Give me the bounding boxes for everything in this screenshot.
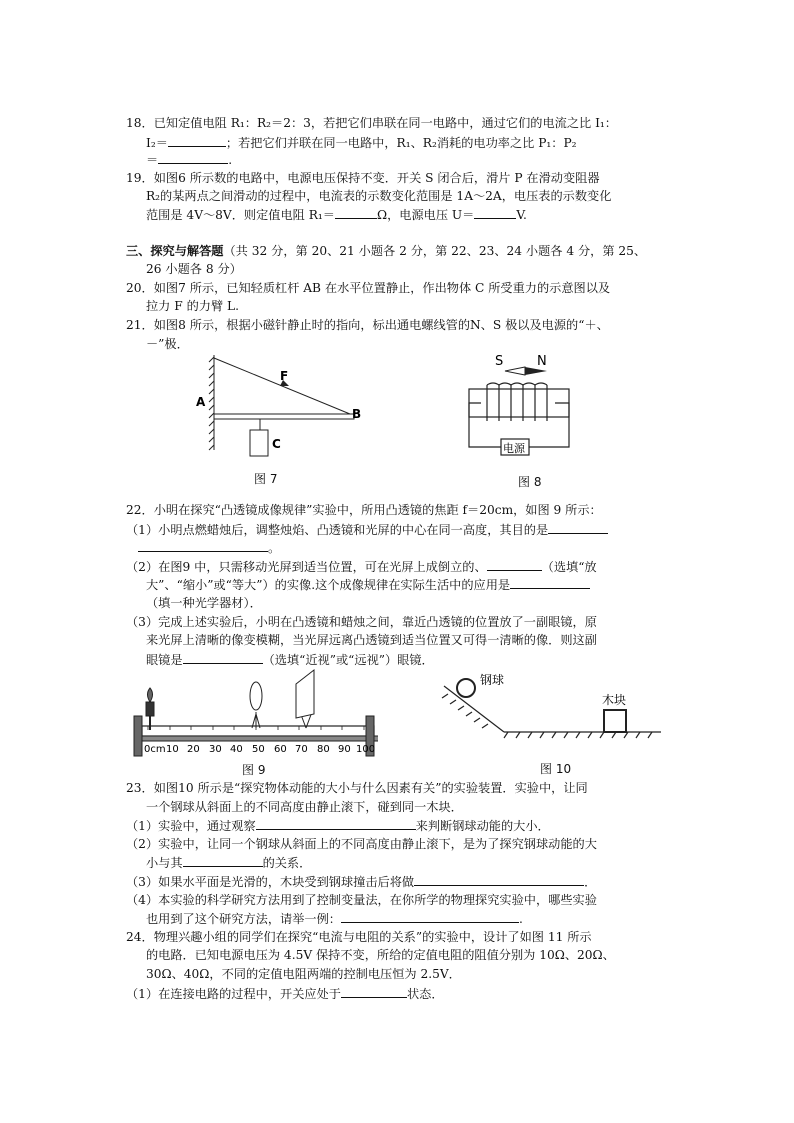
q24-part1: （1）在连接电路的过程中，开关应处于 状态． <box>126 987 444 1001</box>
fig9-tick: 70 <box>295 744 308 755</box>
q22-blank-purpose-a[interactable] <box>548 521 608 534</box>
q22-part2-line2: 大”、“缩小”或“等大”）的实像.这个成像规律在实际生活中的应用是 <box>146 576 590 593</box>
fig9-tick: 50 <box>252 744 265 755</box>
q23-blank-observe[interactable] <box>256 817 416 830</box>
q19-blank-voltage[interactable] <box>474 206 516 219</box>
section3-line1: 三、探究与解答题（共 32 分，第 20、21 小题各 2 分，第 22、23、24 小题各 4 分，第 25、 <box>126 244 647 258</box>
figure-9-caption: 图 9 <box>242 763 266 777</box>
q22-blank-purpose-b[interactable] <box>138 539 268 552</box>
q18-blank-power-ratio[interactable] <box>158 151 228 164</box>
fig9-tick: 30 <box>209 744 222 755</box>
q23-part2-line1: （2）实验中，让同一个钢球从斜面上的不同高度由静止滚下，是为了探究钢球动能的大 <box>126 837 597 851</box>
fig9-tick: 40 <box>230 744 243 755</box>
fig7-label-a: A <box>196 395 206 409</box>
q22-part2-line3: （填一种光学器材）． <box>146 596 262 610</box>
fig8-label-s: S <box>495 354 504 369</box>
q21-line2: －”极． <box>146 337 189 351</box>
q18-blank-current-ratio[interactable] <box>168 134 226 147</box>
fig7-label-f: F <box>280 369 289 383</box>
fig7-label-c: C <box>272 437 281 451</box>
q22-blank-image-size[interactable] <box>487 558 542 571</box>
q22-blank-glasses[interactable] <box>183 651 263 664</box>
q18-line3: ＝ . <box>146 153 233 167</box>
q23-part2-line2: 小与其 的关系． <box>146 856 312 870</box>
q22-part3-line2: 来光屏上清晰的像变模糊，当光屏远离凸透镜到适当位置又可得一清晰的像．则这副 <box>146 633 597 647</box>
q23-part4-line1: （4）本实验的科学研究方法用到了控制变量法，在你所学的物理探究实验中，哪些实验 <box>126 893 597 907</box>
q22-part3-line1: （3）完成上述实验后，小明在凸透镜和蜡烛之间，靠近凸透镜的位置放了一副眼镜，原 <box>126 615 597 629</box>
fig8-power-source: 电源 <box>503 442 525 455</box>
fig9-tick: 90 <box>338 744 351 755</box>
q23-line2: 一个钢球从斜面上的不同高度由静止滚下，碰到同一木块． <box>146 800 463 814</box>
fig10-ball-label: 钢球 <box>480 673 505 687</box>
q23-part4-line2: 也用到了这个研究方法，请举一例： . <box>146 912 523 926</box>
q18-line2: I₂＝ ；若把它们并联在同一电路中，R₁、R₂消耗的电功率之比 P₁：P₂ <box>146 136 577 150</box>
figure-10-incline <box>436 672 666 752</box>
fig7-label-b: B <box>352 407 362 421</box>
q19-blank-r1[interactable] <box>335 206 377 219</box>
q20-line2: 拉力 F 的力臂 L. <box>146 299 239 313</box>
fig9-tick: 80 <box>317 744 330 755</box>
fig9-tick: 60 <box>274 744 287 755</box>
q19-line1: 19．如图6 所示数的电路中，电源电压保持不变．开关 S 闭合后，滑片 P 在滑动变阻器 <box>126 171 600 185</box>
section3-line2: 26 小题各 8 分） <box>146 262 242 276</box>
q22-blank-application[interactable] <box>510 576 590 589</box>
q22-part1: （1）小明点燃蜡烛后，调整烛焰、凸透镜和光屏的中心在同一高度，其目的是 <box>126 521 608 538</box>
q20-line1: 20．如图7 所示，已知轻质杠杆 AB 在水平位置静止，作出物体 C 所受重力的示意图以及 <box>126 281 611 295</box>
q22-line1: 22．小明在探究“凸透镜成像规律”实验中，所用凸透镜的焦距 f＝20cm，如图 9 所示： <box>126 503 602 517</box>
q23-part1: （1）实验中，通过观察 来判断钢球动能的大小． <box>126 819 550 833</box>
q21-line1: 21．如图8 所示，根据小磁针静止时的指向，标出通电螺线管的N、S 极以及电源的“＋、 <box>126 318 609 332</box>
figure-8-solenoid <box>455 345 605 465</box>
q24-line1: 24．物理兴趣小组的同学们在探究“电流与电阻的关系”的实验中，设计了如图 11 所示 <box>126 930 592 944</box>
q23-blank-relation[interactable] <box>183 854 263 867</box>
fig8-label-n: N <box>537 354 547 369</box>
q24-blank-switch-state[interactable] <box>341 985 407 998</box>
figure-7-lever <box>190 350 370 460</box>
figure-9-optical-bench <box>128 668 378 763</box>
fig10-block-label: 木块 <box>602 693 627 707</box>
fig9-tick: 0cm <box>144 744 166 755</box>
q23-line1: 23．如图10 所示是“探究物体动能的大小与什么因素有关”的实验装置．实验中，让同 <box>126 781 588 795</box>
q18-line1: 18．已知定值电阻 R₁：R₂＝2：3，若把它们串联在同一电路中，通过它们的电流之比 I₁： <box>126 116 617 130</box>
fig9-tick: 100 <box>356 744 376 755</box>
q24-line2: 的电路．已知电源电压为 4.5V 保持不变，所给的定值电阻的阻值分别为 10Ω、20Ω、 <box>146 948 615 962</box>
fig9-tick: 10 <box>166 744 179 755</box>
q22-part1-cont: 。 <box>138 539 280 556</box>
q19-line2: R₂的某两点之间滑动的过程中，电流表的示数变化范围是 1A～2A，电压表的示数变化 <box>146 189 612 203</box>
q23-blank-example[interactable] <box>341 910 519 923</box>
q19-line3: 范围是 4V～8V．则定值电阻 R₁＝ Ω，电源电压 U＝ V. <box>146 208 527 222</box>
q23-part3: （3）如果水平面是光滑的，木块受到钢球撞击后将做 ． <box>126 875 597 889</box>
q23-blank-motion[interactable] <box>414 873 584 886</box>
figure-8-caption: 图 8 <box>518 475 542 489</box>
figure-10-caption: 图 10 <box>540 762 572 776</box>
q24-line3: 30Ω、40Ω，不同的定值电阻两端的控制电压恒为 2.5V． <box>146 967 461 981</box>
figure-7-caption: 图 7 <box>254 472 278 486</box>
q22-part3-line3: 眼镜是 （选填“近视”或“远视”）眼镜． <box>146 653 434 667</box>
fig9-tick: 20 <box>187 744 200 755</box>
q22-part2-line1: （2）在图9 中，只需移动光屏到适当位置，可在光屏上成倒立的、 （选填“放 <box>126 560 597 574</box>
